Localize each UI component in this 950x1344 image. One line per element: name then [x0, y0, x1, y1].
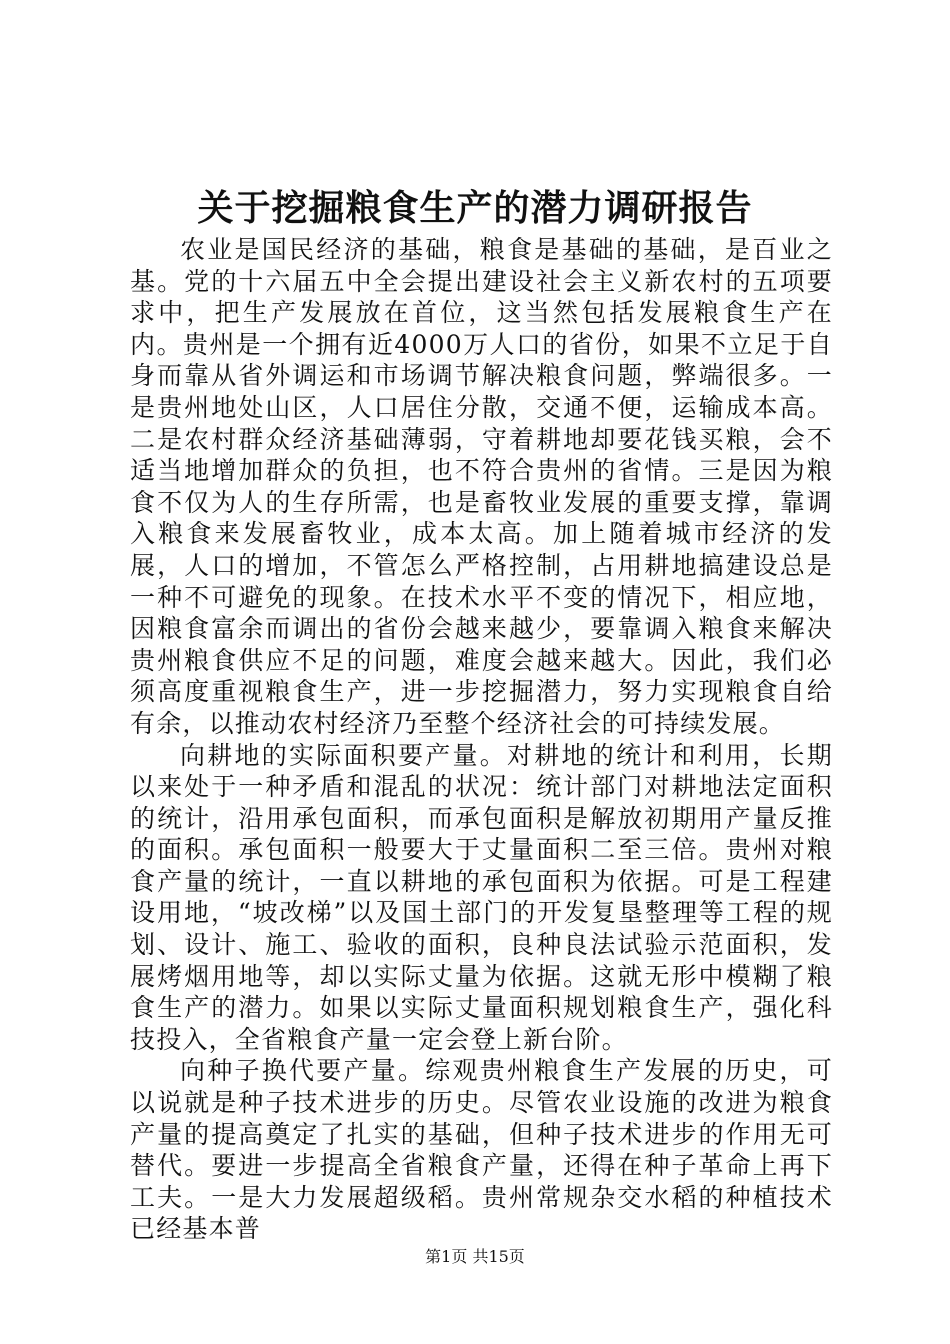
paragraph-seed-upgrade: 向种子换代要产量。综观贵州粮食生产发展的历史，可以说就是种子技术进步的历史。尽管农业设施的改进为粮食产量的提高奠定了扎实的基础，但种子技术进步的作用无可替代。要进一步提高全省粮食产量，还得在种子革命上再下工夫。一是大力发展超级稻。贵州常规杂交水稻的种植技术已经基本普 — [130, 1056, 833, 1244]
paragraph-intro: 农业是国民经济的基础，粮食是基础的基础，是百业之基。党的十六届五中全会提出建设社会主义新农村的五项要求中，把生产发展放在首位，这当然包括发展粮食生产在内。贵州是一个拥有近4000万人口的省份，如果不立足于自身而靠从省外调运和市场调节解决粮食问题，弊端很多。一是贵州地处山区，人口居住分散，交通不便，运输成本高。二是农村群众经济基础薄弱，守着耕地却要花钱买粮，会不适当地增加群众的负担，也不符合贵州的省情。三是因为粮食不仅为人的生存所需，也是畜牧业发展的重要支撑，靠调入粮食来发展畜牧业，成本太高。加上随着城市经济的发展，人口的增加，不管怎么严格控制，占用耕地搞建设总是一种不可避免的现象。在技术水平不变的情况下，相应地，因粮食富余而调出的省份会越来越少，要靠调入粮食来解决贵州粮食供应不足的问题，难度会越来越大。因此，我们必须高度重视粮食生产，进一步挖掘潜力，努力实现粮食自给有余，以推动农村经济乃至整个经济社会的可持续发展。 — [130, 235, 833, 738]
document-title: 关于挖掘粮食生产的潜力调研报告 — [197, 187, 753, 229]
document-body — [130, 234, 833, 1245]
page-footer: 第1页 共15页 — [425, 1247, 525, 1266]
paragraph-farmland-area: 向耕地的实际面积要产量。对耕地的统计和利用，长期以来处于一种矛盾和混乱的状况：统计部门对耕地法定面积的统计，沿用承包面积，而承包面积是解放初期用产量反推的面积。承包面积一般要大于丈量面积二至三倍。贵州对粮食产量的统计，一直以耕地的承包面积为依据。可是工程建设用地，“坡改梯”以及国土部门的开发复垦整理等工程的规划、设计、施工、验收的面积，良种良法试验示范面积，发展烤烟用地等，却以实际丈量为依据。这就无形中模糊了粮食生产的潜力。如果以实际丈量面积规划粮食生产，强化科技投入，全省粮食产量一定会登上新台阶。 — [130, 740, 833, 1054]
